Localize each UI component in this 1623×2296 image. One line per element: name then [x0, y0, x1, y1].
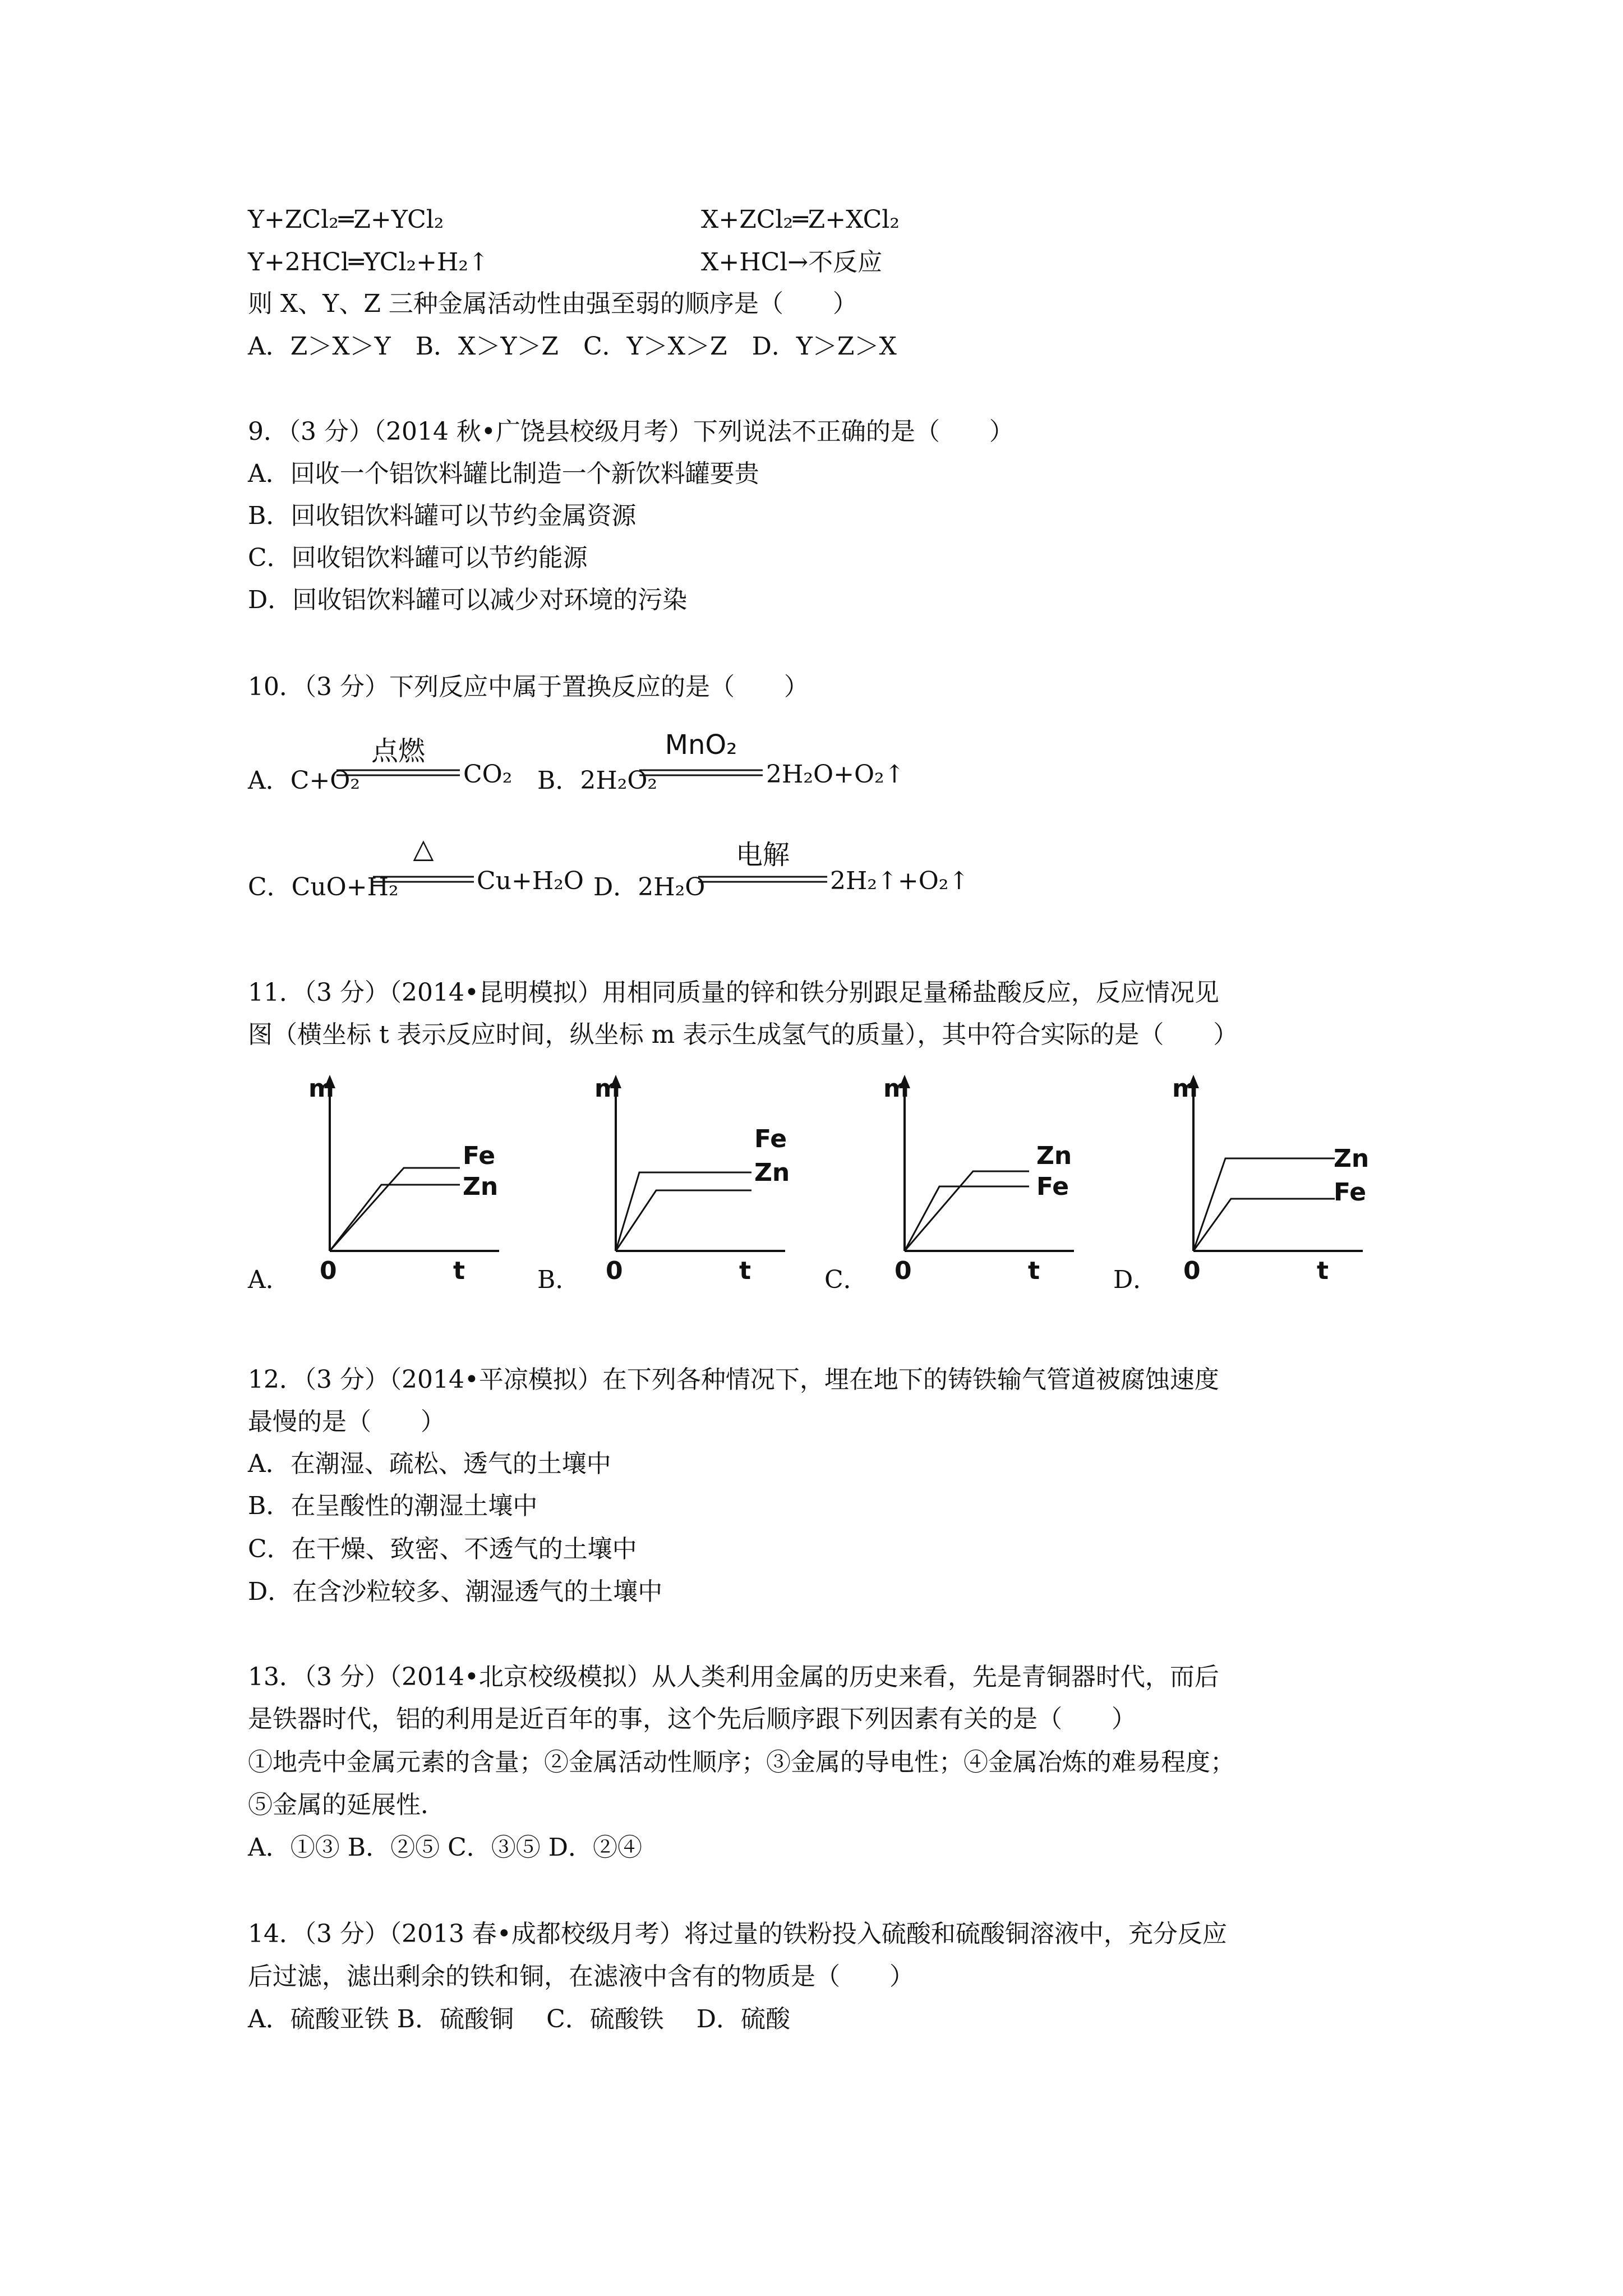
- q10-c-products: Cu+H₂O: [477, 867, 584, 895]
- q11-graph-d-x-label: t: [1317, 1257, 1329, 1285]
- q9-option-a: A．回收一个铝饮料罐比制造一个新饮料罐要贵: [248, 459, 759, 488]
- q10-a-product: CO₂: [463, 760, 513, 789]
- q13-options: A．①③ B．②⑤ C．③⑤ D．②④: [248, 1833, 643, 1862]
- q10-c-reactants: C．CuO+H₂: [248, 873, 399, 901]
- q11-graph-a-origin: 0: [320, 1257, 337, 1285]
- q11-graph-a-x-label: t: [453, 1257, 465, 1285]
- q9-stem: 9．（3 分）（2014 秋•广饶县校级月考）下列说法不正确的是（ ）: [248, 417, 1014, 446]
- q8-equation-2: X+ZCl₂═Z+XCl₂: [701, 205, 900, 234]
- q10-d-products: 2H₂↑+O₂↑: [830, 867, 970, 895]
- q12-option-c: C．在干燥、致密、不透气的土壤中: [248, 1535, 637, 1563]
- q11-graph-b-origin: 0: [606, 1257, 623, 1285]
- q11-graph-a-y-label: m: [308, 1074, 334, 1103]
- q13-factors-line-1: ①地壳中金属元素的含量；②金属活动性顺序；③金属的导电性；④金属冶炼的难易程度；: [248, 1748, 1235, 1777]
- q10-b-reactants: B．2H₂O₂: [537, 766, 658, 795]
- q10-b-equals-sign: [639, 769, 763, 777]
- q12-stem-line-2: 最慢的是（ ）: [248, 1407, 445, 1436]
- q12-option-b: B．在呈酸性的潮湿土壤中: [248, 1492, 538, 1520]
- q11-graph-d-upper-label: Zn: [1334, 1144, 1370, 1173]
- q10-b-products: 2H₂O+O₂↑: [766, 760, 905, 789]
- q10-c-equals-sign: [373, 875, 474, 884]
- q10-a-equals-sign: [336, 769, 460, 777]
- q12-stem-line-1: 12．（3 分）（2014•平凉模拟）在下列各种情况下，埋在地下的铸铁输气管道被腐蚀速度: [248, 1365, 1219, 1394]
- q13-stem-line-2: 是铁器时代，铝的利用是近百年的事，这个先后顺序跟下列因素有关的是（ ）: [248, 1705, 1136, 1733]
- q10-d-condition: 电解: [735, 839, 790, 871]
- q10-a-reactants: A．C+O₂: [248, 766, 361, 795]
- q11-graph-d-y-label: m: [1172, 1074, 1198, 1103]
- q11-graph-c-option-label: C．: [824, 1266, 868, 1294]
- q8-equation-4: X+HCl→不反应: [701, 248, 883, 277]
- q11-graph-d-option-label: D．: [1113, 1266, 1158, 1294]
- q11-graph-a-lower-label: Zn: [463, 1172, 499, 1201]
- q11-graph-b-y-label: m: [594, 1074, 620, 1103]
- q11-graph-d-origin: 0: [1183, 1257, 1201, 1285]
- q13-stem-line-1: 13．（3 分）（2014•北京校级模拟）从人类利用金属的历史来看，先是青铜器时代，而后: [248, 1663, 1219, 1691]
- q11-graph-b-upper-label: Fe: [754, 1125, 787, 1153]
- q11-graph-c-x-label: t: [1028, 1257, 1040, 1285]
- q10-b-condition: MnO₂: [665, 729, 737, 761]
- q13-factors-line-2: ⑤金属的延展性．: [248, 1791, 445, 1819]
- q12-option-d: D．在含沙粒较多、潮湿透气的土壤中: [248, 1577, 663, 1606]
- q11-stem-line-1: 11．（3 分）（2014•昆明模拟）用相同质量的锌和铁分别跟足量稀盐酸反应，反应情况见: [248, 978, 1219, 1007]
- q8-equation-1: Y+ZCl₂═Z+YCl₂: [248, 205, 444, 234]
- q11-graph-a-upper-label: Fe: [463, 1142, 496, 1170]
- q11-graph-c-lower-label: Fe: [1036, 1172, 1069, 1201]
- q11-graph-c-y-label: m: [883, 1074, 909, 1103]
- q10-c-condition: △: [413, 833, 434, 864]
- q9-option-b: B．回收铝饮料罐可以节约金属资源: [248, 501, 637, 530]
- q11-graph-c-origin: 0: [895, 1257, 912, 1285]
- q14-stem-line-1: 14．（3 分）（2013 春•成都校级月考）将过量的铁粉投入硫酸和硫酸铜溶液中，充分反应: [248, 1920, 1227, 1948]
- q10-d-equals-sign: [698, 875, 827, 884]
- q11-graph-b-option-label: B．: [537, 1266, 580, 1294]
- q9-option-d: D．回收铝饮料罐可以减少对环境的污染: [248, 586, 688, 614]
- q11-stem-line-2: 图（横坐标 t 表示反应时间，纵坐标 m 表示生成氢气的质量），其中符合实际的是（ ）: [248, 1020, 1238, 1049]
- q9-option-c: C．回收铝饮料罐可以节约能源: [248, 544, 588, 572]
- q10-a-condition: 点燃: [371, 735, 425, 767]
- q8-options: A．Z＞X＞Y B．X＞Y＞Z C．Y＞X＞Z D．Y＞Z＞X: [248, 332, 897, 361]
- q8-equation-3: Y+2HCl═YCl₂+H₂↑: [248, 248, 489, 277]
- q11-graph-d-lower-label: Fe: [1334, 1178, 1367, 1207]
- q14-options: A．硫酸亚铁 B．硫酸铜 C．硫酸铁 D．硫酸: [248, 2005, 791, 2033]
- q11-graph-a-option-label: A．: [248, 1266, 291, 1294]
- q14-stem-line-2: 后过滤，滤出剩余的铁和铜，在滤液中含有的物质是（ ）: [248, 1962, 914, 1991]
- q10-d-reactants: D．2H₂O: [593, 873, 706, 901]
- q12-option-a: A．在潮湿、疏松、透气的土壤中: [248, 1450, 611, 1478]
- q11-graph-c-upper-label: Zn: [1036, 1142, 1072, 1170]
- q8-question: 则 X、Y、Z 三种金属活动性由强至弱的顺序是（ ）: [248, 289, 857, 318]
- q11-graph-b-x-label: t: [739, 1257, 751, 1285]
- q11-graph-b-lower-label: Zn: [754, 1158, 790, 1187]
- q10-stem: 10．（3 分）下列反应中属于置换反应的是（ ）: [248, 673, 809, 701]
